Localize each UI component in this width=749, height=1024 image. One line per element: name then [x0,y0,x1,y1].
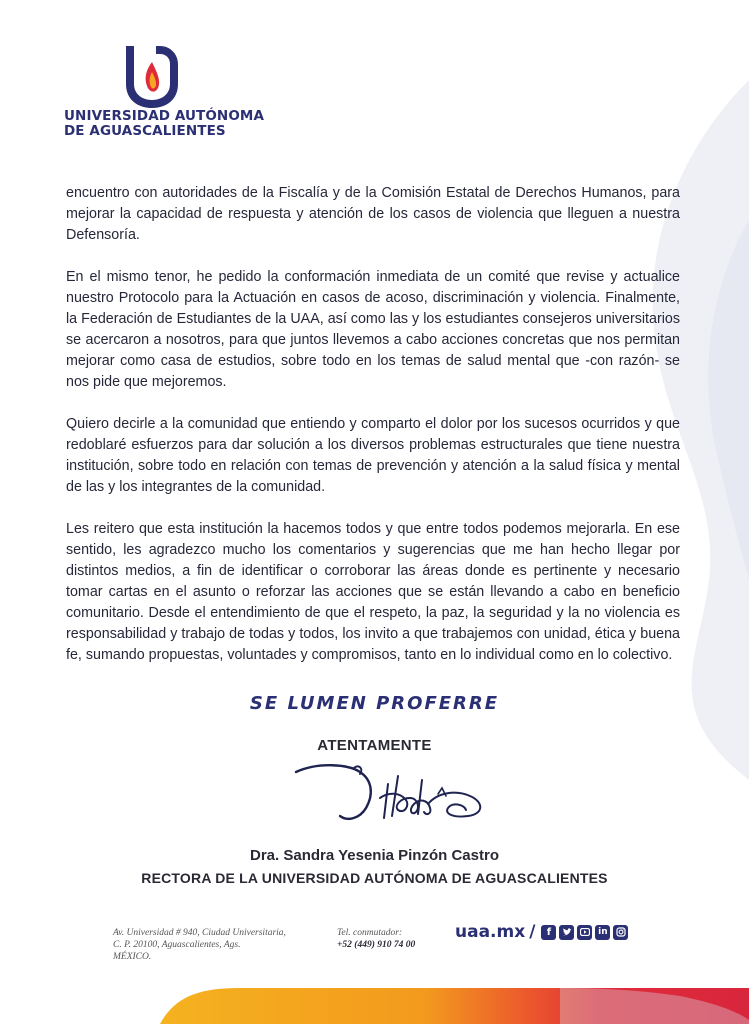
address-line-3: MÉXICO. [113,952,152,962]
twitter-icon[interactable] [559,925,574,940]
logo-line-1: UNIVERSIDAD AUTÓNOMA [64,108,264,124]
footer-phone [337,927,447,951]
paragraph-2: En el mismo tenor, he pedido la conformación inmediata de un comité que revise y actualice nuestro Protocolo para la Actuación en casos de acoso, discriminación y violencia. Finalmente, la Federación de Estudiantes de la UAA, así como las y los estudiantes consejeros universitarios se acercaron a nosotros, para que juntos llevemos a cabo acciones concretas que nos permitan mejorar como casa de estudios, sobre todo en los temas de salud mental que -con razón- se nos pide que mejoremos. [66,269,680,390]
letter-body [66,183,680,687]
footer-web-social [455,922,631,942]
motto: SE LUMEN PROFERRE [249,693,500,714]
paragraph-4: Les reitero que esta institución la hacemos todos y que entre todos podemos mejorarla. En ese sentido, les agradezco mucho los comentarios y sugerencias que me han hecho llegar por distintos medios, a fin de identificar o corroborar las áreas donde es pertinente y necesario tomar cartas en el asunto o reforzar las acciones que se están llevando a cabo en beneficio comunitario. Desde el entendimiento de que el respeto, la paz, la seguridad y la no violencia es responsabilidad y trabajo de todas y todos, los invito a que trabajemos con unidad, ética y buena fe, sumando propuestas, voluntades y compromisos, tanto en lo individual como en lo colectivo. [66,521,680,663]
web-separator: / [529,922,536,942]
instagram-icon[interactable] [613,925,628,940]
signer-title: RECTORA DE LA UNIVERSIDAD AUTÓNOMA DE AGUASCALIENTES [141,870,608,886]
phone-number: +52 (449) 910 74 00 [337,940,416,950]
logo-line-2: DE AGUASCALIENTES [64,123,226,139]
phone-label: Tel. conmutador: [337,928,403,938]
uaa-flame-logo-icon [116,40,188,112]
linkedin-icon[interactable]: in [595,925,610,940]
address-line-2: C. P. 20100, Aguascalientes, Ags. [113,940,241,950]
address-line-1: Av. Universidad # 940, Ciudad Universitaria, [113,928,286,938]
facebook-icon[interactable]: f [541,925,556,940]
youtube-icon[interactable] [577,925,592,940]
signer-name: Dra. Sandra Yesenia Pinzón Castro [250,847,499,864]
footer-address [113,927,323,963]
closing-salutation: ATENTAMENTE [317,737,432,754]
paragraph-1: encuentro con autoridades de la Fiscalía y de la Comisión Estatal de Derechos Humanos, para mejorar la capacidad de respuesta y atención de los casos de violencia que lleguen a nuestra Defensoría. [66,185,680,243]
bottom-color-band [0,986,749,1024]
handwritten-signature [288,758,498,828]
website-link[interactable]: uaa.mx [455,922,526,942]
paragraph-3: Quiero decirle a la comunidad que entiendo y comparto el dolor por los sucesos ocurridos y que redoblaré esfuerzos para dar solución a los diversos problemas estructurales que tiene nuestra institución, sobre todo en relación con temas de prevención y atención a la salud física y mental de las y los integrantes de la comunidad. [66,416,680,495]
